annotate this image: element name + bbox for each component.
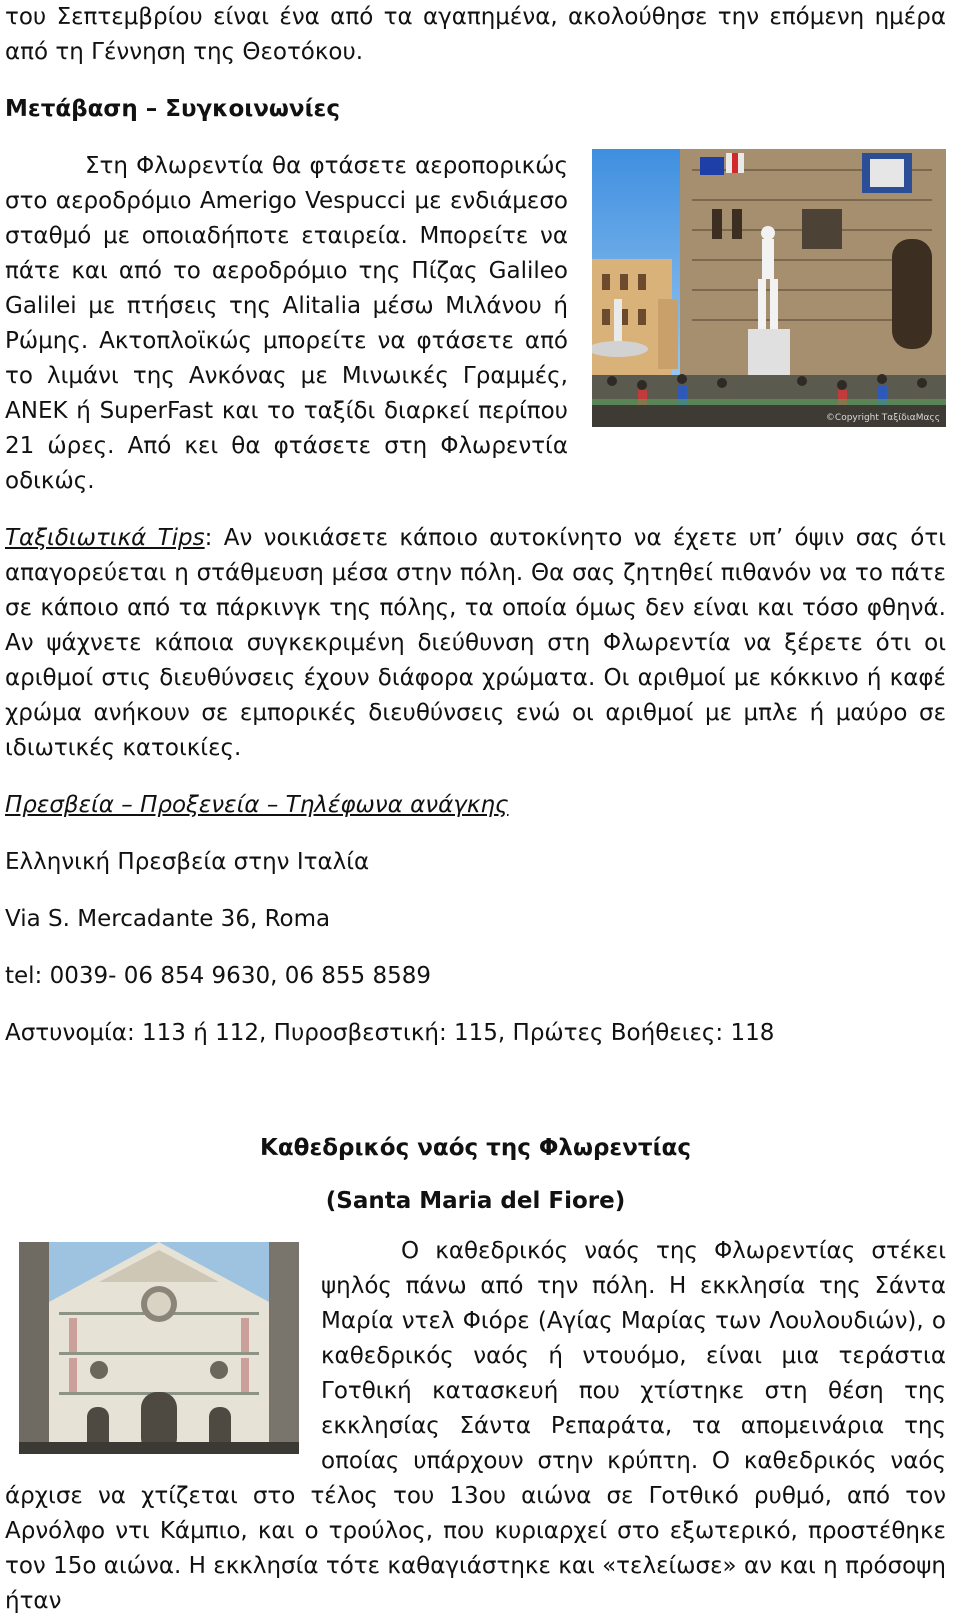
embassy-heading: Πρεσβεία – Προξενεία – Τηλέφωνα ανάγκης bbox=[5, 792, 509, 818]
emergency-numbers: Αστυνομία: 113 ή 112, Πυροσβεστική: 115, Πρώτες Βοήθειες: 118 bbox=[5, 1020, 775, 1046]
tips-paragraph bbox=[5, 521, 946, 766]
photo-watermark: ©Copyright ΤαξίδιαΜαςς bbox=[825, 413, 940, 423]
cathedral-section bbox=[5, 1234, 946, 1619]
embassy-telephone: tel: 0039- 06 854 9630, 06 855 8589 bbox=[5, 963, 432, 989]
embassy-name: Ελληνική Πρεσβεία στην Ιταλία bbox=[5, 849, 370, 875]
transport-section bbox=[5, 149, 946, 499]
tips-label: Ταξιδιωτικά Tips bbox=[5, 525, 205, 551]
embassy-heading-line bbox=[5, 788, 946, 823]
transport-paragraph: Στη Φλωρεντία θα φτάσετε αεροπορικώς στο αεροδρόμιο Amerigo Vespucci με ενδιάμεσο σταθμό με οποιαδήποτε εταιρεία. Μπορείτε να πάτε και από το αεροδρόμιο της Πίζας Galileo Galilei με πτήσεις της Alitalia μέσω Μιλάνου ή Ρώμης. Ακτοπλοϊκώς μπορείτε να φτάσετε από το λιμάνι της Ανκόνας με Μινωικές Γραμμές, ΑΝΕΚ ή SuperFast και το ταξίδι διαρκεί περίπου 21 ώρες. Από κει θα φτάσετε στη Φλωρεντία οδικώς. bbox=[5, 153, 568, 494]
cathedral-subtitle: (Santa Maria del Fiore) bbox=[325, 1188, 626, 1214]
cathedral-photo bbox=[19, 1242, 299, 1454]
cathedral-paragraph: Ο καθεδρικός ναός της Φλωρεντίας στέκει ψηλός πάνω από την πόλη. Η εκκλησία της Σάντα Μαρία ντελ Φιόρε (Αγίας Μαρίας των Λουλουδιών), ο καθεδρικός ναός ή ντουόμο, είναι μια τεράστια Γοτθική κατασκευή που χτίστηκε στη θέση της εκκλησίας Σάντα Ρεπαράτα, τα απομεινάρια της οποίας υπάρχουν στην κρύπτη. Ο καθεδρικός ναός άρχισε να χτίζεται στο τέλος του 13ου αιώνα σε Γοτθικό ρυθμό, από τον Αρνόλφο ντι Κάμπιο, και ο τρούλος, που κυριαρχεί στο εξωτερικό, προστέθηκε τον 15ο αιώνα. Η εκκλησία τότε καθαγιάστηκε και «τελείωσε» αν και η πρόσοψη ήταν bbox=[5, 1238, 946, 1614]
cathedral-title: Καθεδρικός ναός της Φλωρεντίας bbox=[260, 1135, 691, 1161]
intro-paragraph: του Σεπτεμβρίου είναι ένα από τα αγαπημένα, ακολούθησε την επόμενη ημέρα από τη Γέννηση της Θεοτόκου. bbox=[5, 4, 946, 65]
transport-heading: Μετάβαση – Συγκοινωνίες bbox=[5, 96, 340, 122]
tips-text: : Αν νοικιάσετε κάποιο αυτοκίνητο να έχετε υπ’ όψιν σας ότι απαγορεύεται η στάθμευση μέσα στην πόλη. Θα σας ζητηθεί πιθανόν να το πάτε σε κάποιο από τα πάρκινγκ της πόλης, τα οποία όμως δεν είναι και τόσο φθηνά. Αν ψάχνετε κάποια συγκεκριμένη διεύθυνση στη Φλωρεντία να ξέρετε ότι οι αριθμοί στις διευθύνσεις έχουν διάφορα χρώματα. Οι αριθμοί με κόκκινο ή καφέ χρώμα ανήκουν σε εμπορικές διευθύνσεις ενώ οι αριθμοί με μπλε ή μαύρο σε ιδιωτικές κατοικίες. bbox=[5, 525, 946, 761]
embassy-address: Via S. Mercadante 36, Roma bbox=[5, 906, 331, 932]
palazzo-vecchio-photo bbox=[592, 149, 946, 427]
